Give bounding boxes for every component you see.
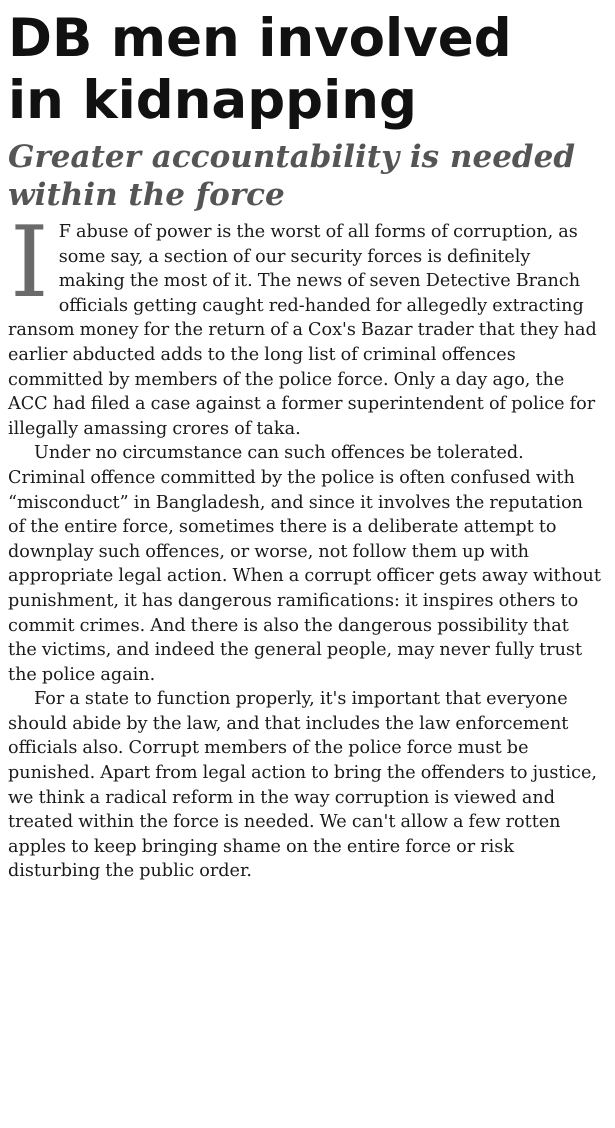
standfirst-line-1: Greater accountability is needed — [8, 139, 575, 175]
headline — [8, 8, 601, 132]
paragraph-2: Under no circumstance can such offences be tolerated. Criminal offence committed by the police is often confused with “misconduct” in Bangladesh, and since it involves the reputation of the entire force, sometimes there is a deliberate attempt to downplay such offences, or worse, not follow them up with appropriate legal action. When a corrupt officer gets away without punishment, it has dangerous ramifications: it inspires others to commit crimes. And there is also the dangerous possibility that the victims, and indeed the general people, may never fully trust the police again. — [8, 443, 601, 685]
paragraph-1-text: F abuse of power is the worst of all forms of corruption, as some say, a section of our security forces is definitely making the most of it. The news of seven Detective Branch officials getting caught red-handed for allegedly extracting ransom money for the return of a Cox's Bazar trader that they had earlier abducted adds to the long list of criminal offences committed by members of the police force. Only a day ago, the ACC had filed a case against a former superintendent of police for illegally amassing crores of taka. — [8, 222, 597, 439]
article-body — [8, 206, 601, 884]
drop-cap: I — [10, 206, 49, 320]
paragraph-1 — [8, 206, 601, 441]
headline-line-2: in kidnapping — [8, 70, 417, 131]
headline-line-1: DB men involved — [8, 8, 512, 69]
standfirst — [8, 138, 601, 214]
paragraph-3: For a state to function properly, it's important that everyone should abide by the law, and that includes the law enforcement officials also. Corrupt members of the police force must be punished. Apart from legal action to bring the offenders to justice, we think a radical reform in the way corruption is viewed and treated within the force is needed. We can't allow a few rotten apples to keep bringing shame on the entire force or risk disturbing the public order. — [8, 689, 597, 882]
standfirst-line-2: within the force — [8, 177, 285, 213]
